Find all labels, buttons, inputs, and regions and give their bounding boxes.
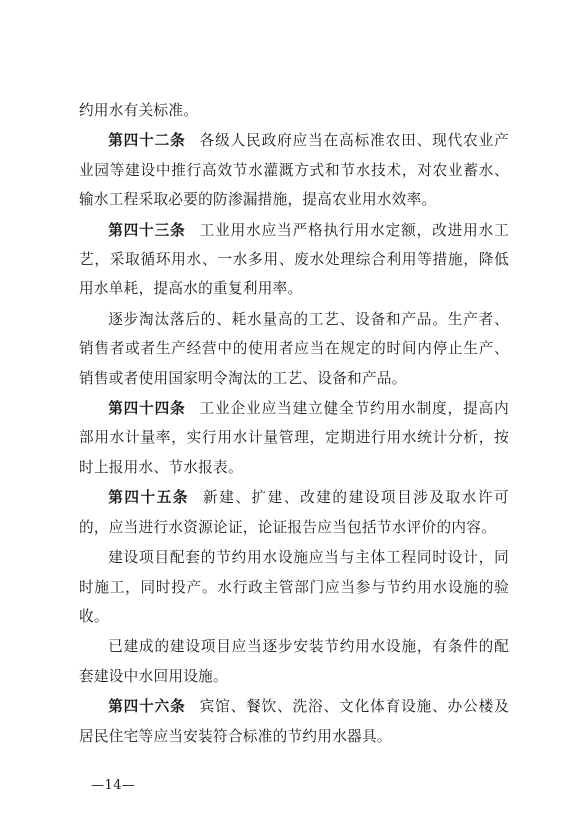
article-45-number: 第四十五条 bbox=[108, 489, 190, 507]
article-42-paragraph-1 bbox=[79, 126, 509, 214]
article-43-text-1: 工业用水应当严格执行用水定额，改进用水工艺，采取循环用水、一水多用、废水处理综合利用等措施，降低用水单耗，提高水的重复利用率。 bbox=[79, 221, 509, 298]
article-43-paragraph-2: 逐步淘汰落后的、耗水量高的工艺、设备和产品。生产者、销售者或者生产经营中的使用者应当在规定的时间内停止生产、销售或者使用国家明令淘汰的工艺、设备和产品。 bbox=[79, 310, 509, 387]
article-45-paragraph-1 bbox=[79, 483, 509, 542]
article-46-text-1: 宾馆、餐饮、洗浴、文化体育设施、办公楼及居民住宅等应当安装符合标准的节约用水器具。 bbox=[79, 698, 509, 745]
article-46-number: 第四十六条 bbox=[108, 698, 186, 716]
page-number: —14— bbox=[91, 778, 136, 793]
article-44-number: 第四十四条 bbox=[108, 400, 186, 418]
article-42-number: 第四十二条 bbox=[108, 132, 186, 150]
article-42-text-1: 各级人民政府应当在高标准农田、现代农业产业园等建设中推行高效节水灌溉方式和节水技术，对农业蓄水、输水工程采取必要的防渗漏措施，提高农业用水效率。 bbox=[79, 132, 509, 209]
article-45-text-1: 新建、扩建、改建的建设项目涉及取水许可的，应当进行水资源论证，论证报告应当包括节水评价的内容。 bbox=[79, 489, 509, 536]
article-46-paragraph-1 bbox=[79, 692, 509, 751]
continuation-paragraph: 约用水有关标准。 bbox=[79, 102, 199, 119]
article-44-text-1: 工业企业应当建立健全节约用水制度，提高内部用水计量率，实行用水计量管理，定期进行用水统计分析，按时上报用水、节水报表。 bbox=[79, 400, 509, 476]
document-body bbox=[79, 96, 509, 752]
article-44-paragraph-1 bbox=[79, 394, 509, 482]
article-43-number: 第四十三条 bbox=[108, 221, 186, 239]
article-43-paragraph-1 bbox=[79, 216, 509, 304]
article-45-paragraph-3: 已建成的建设项目应当逐步安装节约用水设施，有条件的配套建设中水回用设施。 bbox=[79, 638, 509, 685]
article-45-paragraph-2: 建设项目配套的节约用水设施应当与主体工程同时设计，同时施工，同时投产。水行政主管部门应当参与节约用水设施的验收。 bbox=[79, 549, 509, 625]
